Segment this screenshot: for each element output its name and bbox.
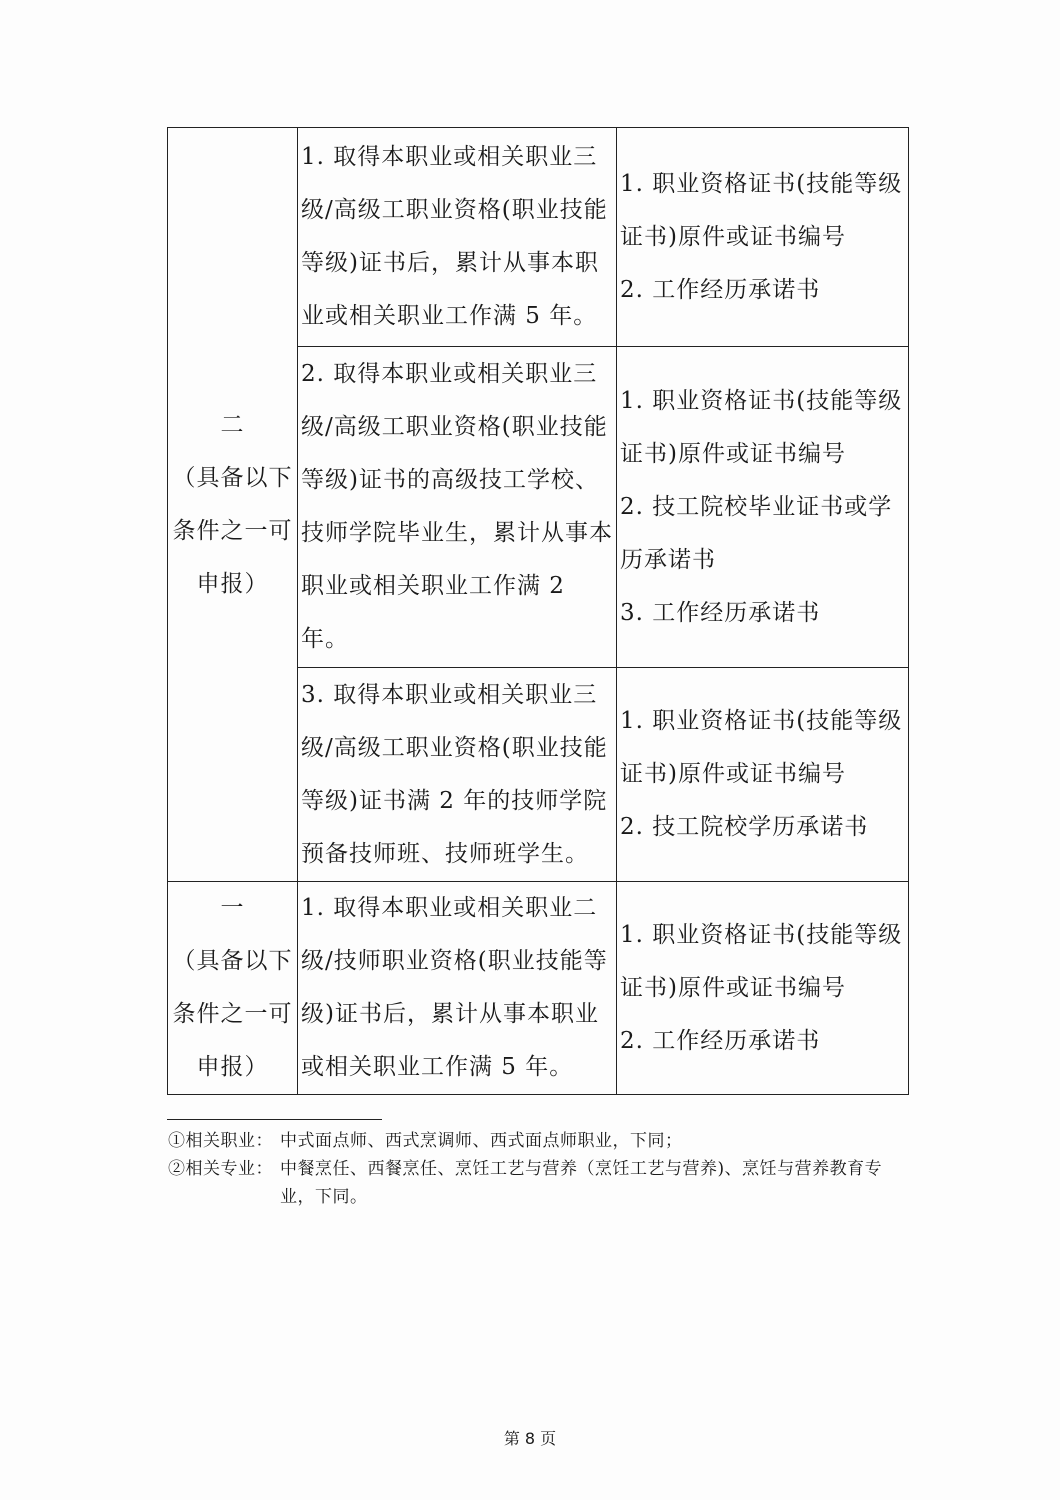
table-row bbox=[168, 128, 909, 347]
materials-cell bbox=[617, 882, 909, 1095]
footnote-text: 中式面点师、西式烹调师、西式面点师职业，下同； bbox=[280, 1131, 683, 1151]
condition-text: 3. 取得本职业或相关职业三级/高级工职业资格(职业技能等级)证书满 2 年的技师学院预备技师班、技师班学生。 bbox=[301, 681, 608, 867]
requirements-table bbox=[167, 127, 909, 1095]
level-note-line: 条件之一可 bbox=[172, 1001, 293, 1027]
level-label: 一 bbox=[220, 895, 245, 921]
footnote-mark: ②相关专业： bbox=[168, 1159, 273, 1179]
footnotes bbox=[168, 1127, 908, 1211]
level-note-line: （具备以下 bbox=[172, 464, 293, 491]
footnote-mark: ①相关职业： bbox=[168, 1131, 273, 1151]
footnote-text: 中餐烹任、西餐烹任、烹饪工艺与营养（烹饪工艺与营养)、烹饪与营养教育专业，下同。 bbox=[280, 1159, 883, 1207]
footnote-item bbox=[168, 1127, 908, 1155]
level-note-line: 申报） bbox=[196, 570, 269, 597]
condition-cell bbox=[298, 882, 617, 1095]
level-cell bbox=[168, 882, 298, 1095]
footnote-item bbox=[168, 1155, 908, 1211]
material-item: 3. 工作经历承诺书 bbox=[620, 599, 821, 626]
material-item: 1. 职业资格证书(技能等级证书)原件或证书编号 bbox=[620, 708, 903, 787]
materials-cell bbox=[617, 668, 909, 882]
condition-text: 1. 取得本职业或相关职业二级/技师职业资格(职业技能等级)证书后，累计从事本职业或相关职业工作满 5 年。 bbox=[301, 895, 608, 1080]
material-item: 2. 技工院校毕业证书或学历承诺书 bbox=[620, 493, 893, 573]
condition-text: 1. 取得本职业或相关职业三级/高级工职业资格(职业技能等级)证书后，累计从事本职业或相关职业工作满 5 年。 bbox=[301, 144, 608, 329]
material-item: 2. 工作经历承诺书 bbox=[620, 1027, 821, 1054]
condition-text: 2. 取得本职业或相关职业三级/高级工职业资格(职业技能等级)证书的高级技工学校、技师学院毕业生，累计从事本职业或相关职业工作满 2 年。 bbox=[301, 361, 613, 652]
level-cell bbox=[168, 128, 298, 882]
condition-cell bbox=[298, 668, 617, 882]
material-item: 1. 职业资格证书(技能等级证书)原件或证书编号 bbox=[620, 170, 903, 250]
level-label: 二 bbox=[220, 411, 245, 438]
material-item: 1. 职业资格证书(技能等级证书)原件或证书编号 bbox=[620, 921, 903, 1001]
material-item: 2. 技工院校学历承诺书 bbox=[620, 814, 869, 840]
footnote-divider bbox=[167, 1119, 382, 1120]
level-note-line: 条件之一可 bbox=[172, 517, 293, 544]
level-note-line: （具备以下 bbox=[172, 948, 293, 974]
material-item: 1. 职业资格证书(技能等级证书)原件或证书编号 bbox=[620, 387, 903, 467]
condition-cell bbox=[298, 347, 617, 668]
level-note-line: 申报） bbox=[196, 1054, 269, 1080]
materials-cell bbox=[617, 128, 909, 347]
table-row bbox=[168, 882, 909, 1095]
material-item: 2. 工作经历承诺书 bbox=[620, 276, 821, 303]
materials-cell bbox=[617, 347, 909, 668]
condition-cell bbox=[298, 128, 617, 347]
page-number: 第 8 页 bbox=[503, 1429, 557, 1448]
